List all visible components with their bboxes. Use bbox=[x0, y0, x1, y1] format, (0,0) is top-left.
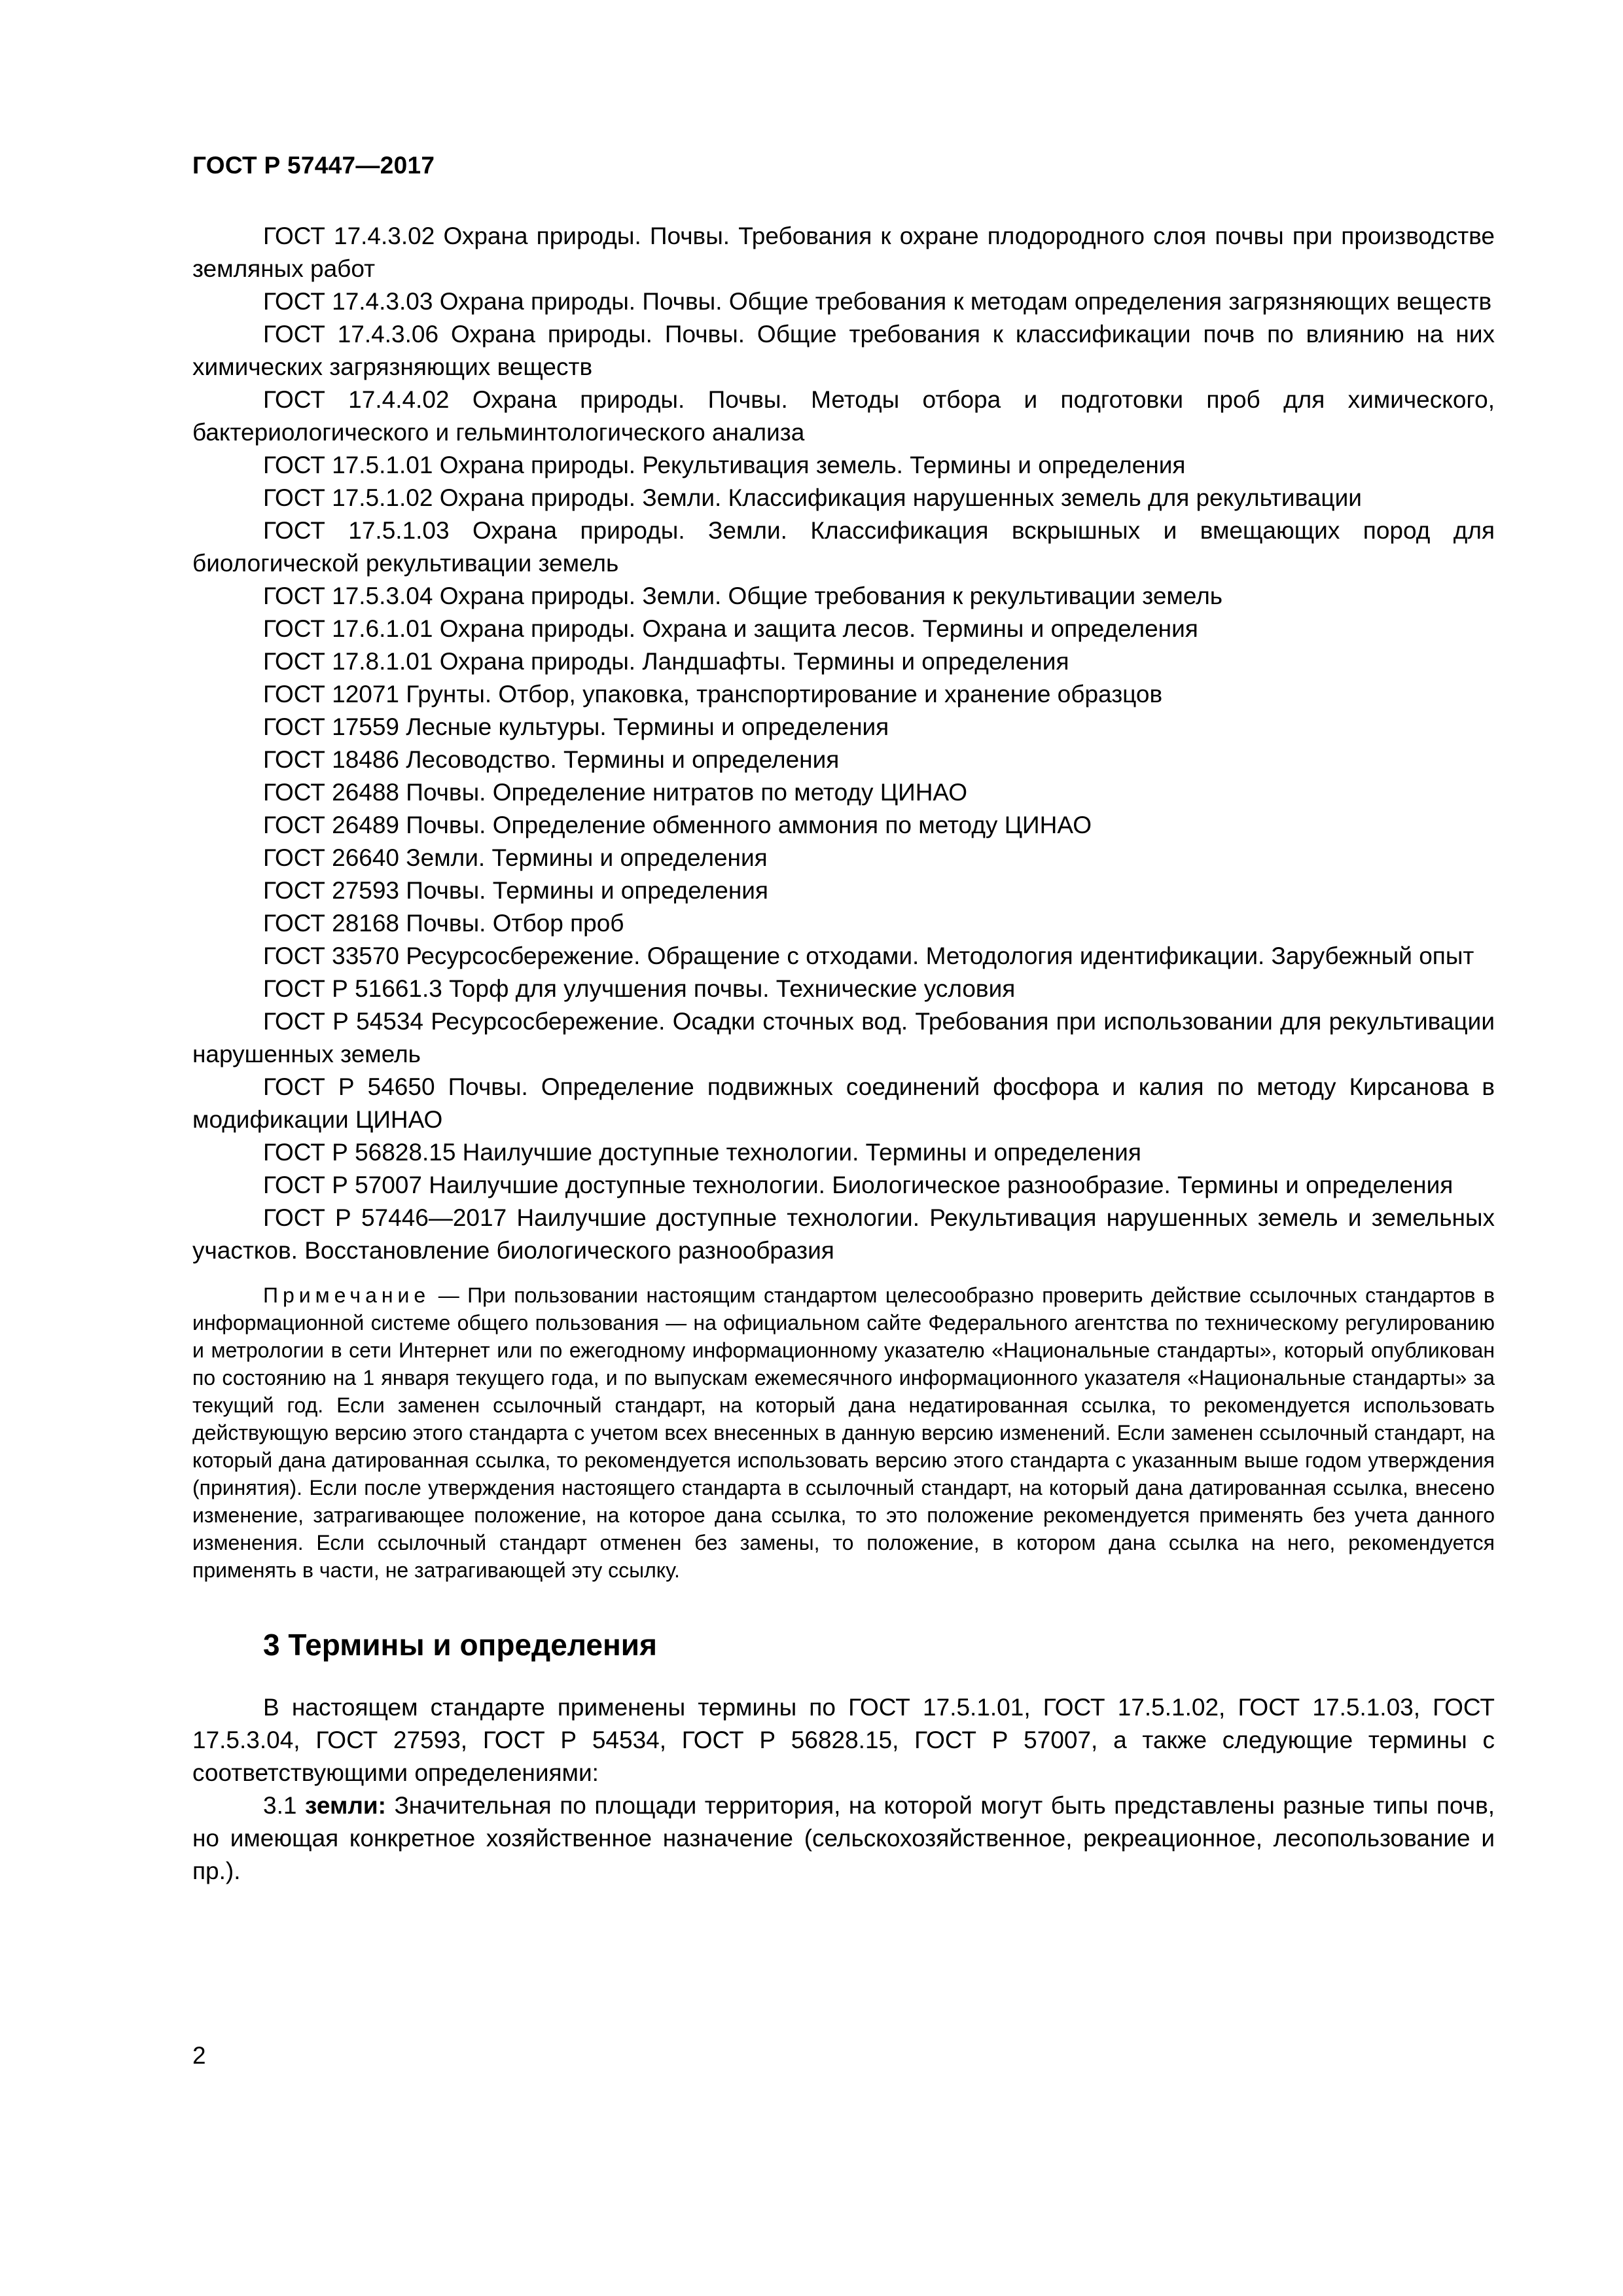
term-definition-text: Значительная по площади территория, на которой могут быть представлены разные типы почв, но имеющая конкретное хозяйственное назначение (сельскохозяйственное, рекреационное, лесопользование и пр.). bbox=[192, 1792, 1495, 1884]
reference-item: ГОСТ 17.4.4.02 Охрана природы. Почвы. Методы отбора и подготовки проб для химического, бактериологического и гельминтологического анализа bbox=[192, 386, 1495, 446]
reference-item: ГОСТ 26489 Почвы. Определение обменного аммония по методу ЦИНАО bbox=[263, 812, 1092, 838]
reference-item: ГОСТ 26488 Почвы. Определение нитратов по методу ЦИНАО bbox=[263, 779, 968, 806]
normative-references-list bbox=[192, 220, 1495, 1267]
reference-item: ГОСТ 17.4.3.02 Охрана природы. Почвы. Требования к охране плодородного слоя почвы при производстве земляных работ bbox=[192, 223, 1495, 282]
reference-item: ГОСТ 17559 Лесные культуры. Термины и определения bbox=[263, 713, 889, 740]
reference-item: ГОСТ 12071 Грунты. Отбор, упаковка, транспортирование и хранение образцов bbox=[263, 681, 1163, 708]
reference-item: ГОСТ 17.5.1.01 Охрана природы. Рекультивация земель. Термины и определения bbox=[263, 452, 1186, 478]
note-paragraph bbox=[192, 1282, 1495, 1584]
reference-item: ГОСТ 17.4.3.06 Охрана природы. Почвы. Общие требования к классификации почв по влиянию на них химических загрязняющих веществ bbox=[192, 321, 1495, 380]
section-intro: В настоящем стандарте применены термины по ГОСТ 17.5.1.01, ГОСТ 17.5.1.02, ГОСТ 17.5.1.03, ГОСТ 17.5.3.04, ГОСТ 27593, ГОСТ Р 54534, ГОСТ Р 56828.15, ГОСТ Р 57007, а также следующие термины с соответствующими определениями: bbox=[192, 1694, 1495, 1786]
reference-item: ГОСТ 18486 Лесоводство. Термины и определения bbox=[263, 746, 840, 773]
term-name: земли: bbox=[304, 1792, 386, 1819]
reference-item: ГОСТ 28168 Почвы. Отбор проб bbox=[263, 910, 624, 937]
reference-item: ГОСТ 26640 Земли. Термины и определения bbox=[263, 844, 768, 871]
page-number: 2 bbox=[192, 2042, 206, 2069]
reference-item: ГОСТ Р 57007 Наилучшие доступные технологии. Биологическое разнообразие. Термины и определения bbox=[263, 1172, 1454, 1198]
document-header: ГОСТ Р 57447—2017 bbox=[192, 152, 435, 179]
note-label: Примечание bbox=[263, 1283, 431, 1307]
reference-item: ГОСТ Р 54534 Ресурсосбережение. Осадки сточных вод. Требования при использовании для рекультивации нарушенных земель bbox=[192, 1008, 1495, 1067]
reference-item: ГОСТ 27593 Почвы. Термины и определения bbox=[263, 877, 768, 904]
reference-item: ГОСТ Р 56828.15 Наилучшие доступные технологии. Термины и определения bbox=[263, 1139, 1141, 1166]
reference-item: ГОСТ 17.8.1.01 Охрана природы. Ландшафты. Термины и определения bbox=[263, 648, 1069, 675]
note-text: — При пользовании настоящим стандартом целесообразно проверить действие ссылочных стандартов в информационной системе общего пользования — на официальном сайте Федерального агентства по техническому регулированию и метрологии в сети Интернет или по ежегодному информационному указателю «Национальные стандарты», который опубликован по состоянию на 1 января текущего года, и по выпускам ежемесячного информационного указателя «Национальные стандарты» за текущий год. Если заменен ссылочный стандарт, на который дана недатированная ссылка, то рекомендуется использовать действующую версию этого стандарта с учетом всех внесенных в данную версию изменений. Если заменен ссылочный стандарт, на который дана датированная ссылка, то рекомендуется использовать версию этого стандарта с указанным выше годом утверждения (принятия). Если после утверждения настоящего стандарта в ссылочный стандарт, на который дана датированная ссылка, внесено изменение, затрагивающее положение, на которое дана ссылка, то это положение рекомендуется применять без учета данного изменения. Если ссылочный стандарт отменен без замены, то положение, в котором дана ссылка на него, рекомендуется применять в части, не затрагивающей эту ссылку. bbox=[192, 1283, 1495, 1582]
term-definition bbox=[192, 1789, 1495, 1888]
reference-item: ГОСТ 17.6.1.01 Охрана природы. Охрана и защита лесов. Термины и определения bbox=[263, 615, 1198, 642]
reference-item: ГОСТ Р 54650 Почвы. Определение подвижных соединений фосфора и калия по методу Кирсанова в модификации ЦИНАО bbox=[192, 1073, 1495, 1133]
reference-item: ГОСТ 17.5.1.02 Охрана природы. Земли. Классификация нарушенных земель для рекультивации bbox=[263, 484, 1362, 511]
section-heading: 3 Термины и определения bbox=[263, 1628, 657, 1662]
reference-item: ГОСТ 17.5.1.03 Охрана природы. Земли. Классификация вскрышных и вмещающих пород для биологической рекультивации земель bbox=[192, 517, 1495, 577]
reference-item: ГОСТ Р 57446—2017 Наилучшие доступные технологии. Рекультивация нарушенных земель и земельных участков. Восстановление биологического разнообразия bbox=[192, 1204, 1495, 1264]
reference-item: ГОСТ 17.4.3.03 Охрана природы. Почвы. Общие требования к методам определения загрязняющих веществ bbox=[263, 288, 1492, 315]
term-number: 3.1 bbox=[263, 1792, 297, 1819]
reference-item: ГОСТ 33570 Ресурсосбережение. Обращение с отходами. Методология идентификации. Зарубежный опыт bbox=[263, 942, 1474, 969]
reference-item: ГОСТ 17.5.3.04 Охрана природы. Земли. Общие требования к рекультивации земель bbox=[263, 583, 1223, 609]
page-content bbox=[192, 220, 1495, 1888]
reference-item: ГОСТ Р 51661.3 Торф для улучшения почвы. Технические условия bbox=[263, 975, 1016, 1002]
